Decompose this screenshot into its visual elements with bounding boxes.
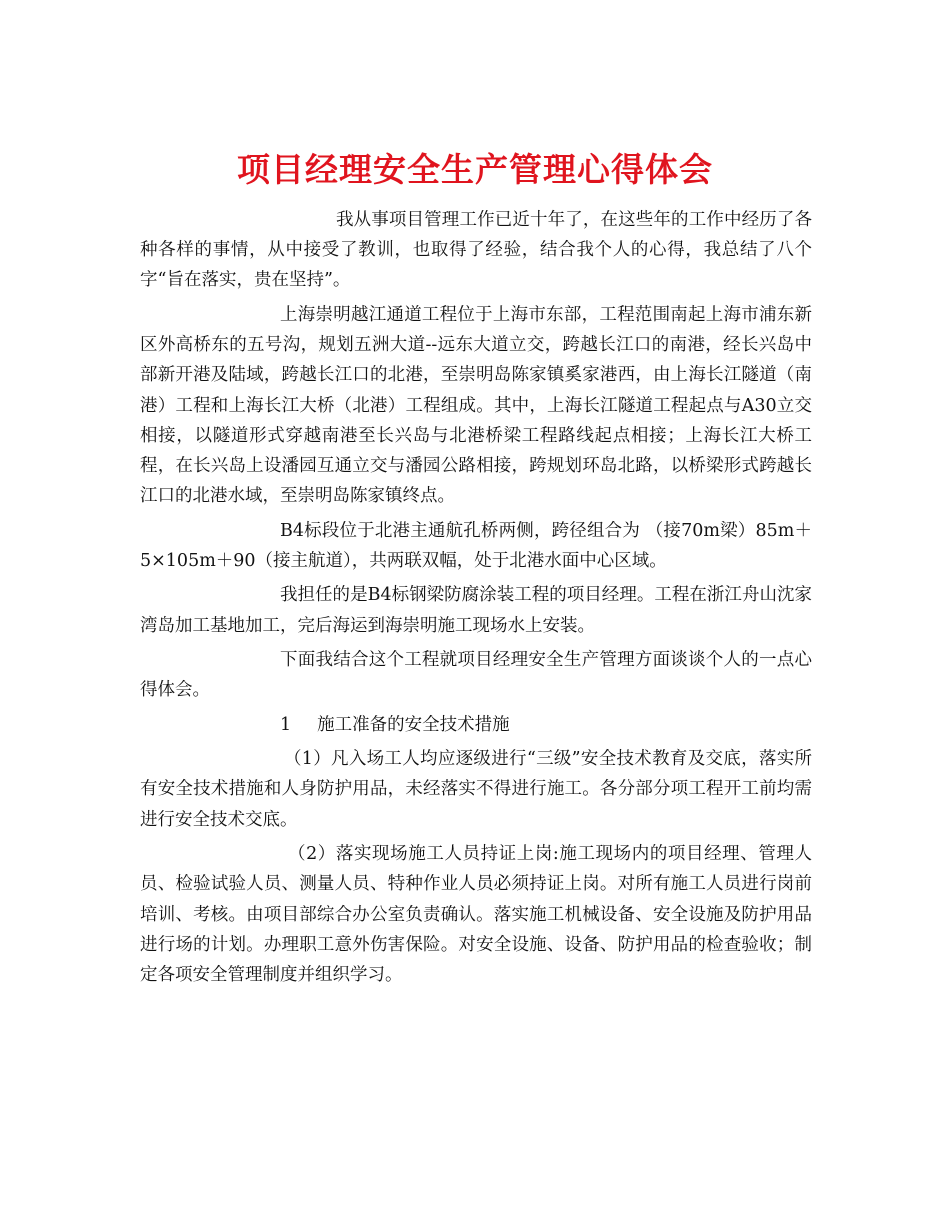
paragraph-introduce-topic: 下面我结合这个工程就项目经理安全生产管理方面谈谈个人的一点心得体会。 (140, 650, 812, 701)
section-heading (140, 710, 812, 740)
document-body (140, 205, 812, 994)
list-item-2: （2）落实现场施工人员持证上岗:施工现场内的项目经理、管理人员、检验试验人员、测量人员、特种作业人员必须持证上岗。对所有施工人员进行岗前培训、考核。由项目部综合办公室负责确认。落实施工机械设备、安全设施及防护用品进行场的计划。办理职工意外伤害保险。对安全设施、设备、防护用品的检查验收；制定各项安全管理制度并组织学习。 (140, 844, 812, 985)
list-item-1: （1）凡入场工人均应逐级进行“三级”安全技术教育及交底，落实所有安全技术措施和人身防护用品，未经落实不得进行施工。各分部分项工程开工前均需进行安全技术交底。 (140, 749, 812, 830)
document-title: 项目经理安全生产管理心得体会 (237, 150, 713, 190)
paragraph-intro: 我从事项目管理工作已近十年了，在这些年的工作中经历了各种各样的事情，从中接受了教训，也取得了经验，结合我个人的心得，我总结了八个字“旨在落实，贵在坚持”。 (140, 210, 812, 291)
paragraph-project-location: 上海崇明越江通道工程位于上海市东部，工程范围南起上海市浦东新区外高桥东的五号沟，规划五洲大道--远东大道立交，跨越长江口的南港，经长兴岛中部新开港及陆域，跨越长江口的北港，至崇明岛陈家镇奚家港西，由上海长江隧道（南港）工程和上海长江大桥（北港）工程组成。其中，上海长江隧道工程起点与A30立交相接，以隧道形式穿越南港至长兴岛与北港桥梁工程路线起点相接；上海长江大桥工程，在长兴岛上设潘园互通立交与潘园公路相接，跨规划环岛北路，以桥梁形式跨越长江口的北港水域，至崇明岛陈家镇终点。 (140, 304, 812, 507)
section-number: 1 (280, 714, 292, 735)
paragraph-role: 我担任的是B4标钢梁防腐涂装工程的项目经理。工程在浙江舟山沈家湾岛加工基地加工，完后海运到海崇明施工现场水上安装。 (140, 585, 812, 636)
paragraph-b4-section: B4标段位于北港主通航孔桥两侧，跨径组合为 （接70m梁）85m＋5×105m＋90（接主航道），共两联双幅，处于北港水面中心区域。 (140, 520, 812, 571)
section-title: 施工准备的安全技术措施 (317, 714, 510, 735)
